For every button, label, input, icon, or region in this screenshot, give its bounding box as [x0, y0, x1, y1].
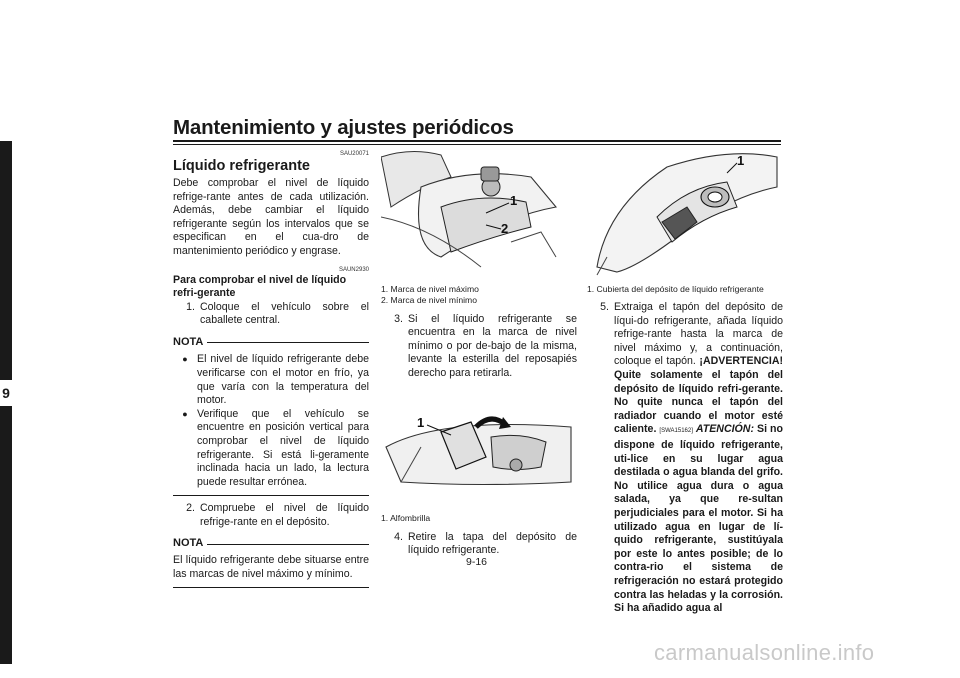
nota-heading [173, 537, 369, 551]
nota-rule [207, 544, 369, 545]
step-number: 5. [600, 301, 609, 314]
step-text: Compruebe el nivel de líquido refrige-rante en el depósito. [200, 502, 369, 528]
step-text [614, 301, 783, 616]
step-text: Retire la tapa del depósito de líquido refrigerante. [408, 530, 577, 557]
figure-caption: 1. Marca de nivel máximo [381, 283, 479, 294]
nota-end-rule [173, 495, 369, 496]
step-text: Coloque el vehículo sobre el caballete central. [200, 300, 369, 327]
list-item [173, 353, 369, 407]
figure-caption: 2. Marca de nivel mínimo [381, 295, 477, 306]
nota-label: NOTA [173, 335, 204, 348]
bullet-icon: ● [182, 408, 188, 419]
step-1 [173, 301, 369, 328]
step-2 [173, 502, 369, 529]
warning-text: Si no dispone de líquido refrigerante, uti-lice en su lugar agua destilada o agua blanda del grifo. No utilice agua dura o agua salada, ya que re-sultan perjudiciales para el motor. Si ha utilizado agua en lugar de lí-quido refrigerante, sustitúyala por este lo antes posible; de lo contra-rio el sistema de refrigeración no estará protegido contra las heladas y la corrosión. Si ha añadido agua al [614, 423, 783, 615]
step-3 [381, 313, 577, 381]
page-header-title: Mantenimiento y ajustes periódicos [173, 116, 514, 139]
header-rule [173, 140, 781, 142]
column-right [587, 150, 783, 616]
nota-bullet-list [173, 353, 369, 489]
nota-end-rule [173, 587, 369, 588]
list-item-text: Verifique que el vehículo se encuentre en posición vertical para comprobar el nivel de líquido refrigerante. Si está li-geramente inclinada hacia un lado, la lectura puede resultar errónea. [197, 407, 369, 488]
column-middle [381, 150, 577, 558]
figure-reservoir-cover [587, 147, 783, 277]
figure-coolant-level-marks [381, 147, 577, 277]
reference-code: SAUN2930 [338, 266, 369, 273]
section-title: Líquido refrigerante [173, 158, 310, 174]
list-item [173, 408, 369, 490]
page-number: 9-16 [466, 556, 488, 568]
figure-caption: 1. Alfombrilla [381, 513, 431, 524]
step-number: 2. [186, 502, 195, 515]
step-number: 3. [394, 312, 403, 325]
nota-rule [207, 342, 369, 343]
figure-callout: 1 [510, 193, 518, 208]
step-number: 4. [394, 530, 403, 543]
warning-text: ¡ADVERTENCIA! Quite solamente el tapón del depósito de líquido refri-gerante. No quite nunca el tapón del radiador cuando el motor esté caliente. [614, 355, 783, 436]
figure-callout: 2 [501, 221, 509, 236]
step-5 [587, 301, 783, 616]
figure-callout: 1 [737, 153, 745, 168]
nota-heading [173, 336, 369, 350]
watermark: carmanualsonline.info [654, 640, 875, 665]
reference-code: SAU20071 [339, 151, 369, 157]
step-text: Si el líquido refrigerante se encuentra en la marca de nivel mínimo o por de-bajo de la misma, levante la esterilla del reposapiés derecho para retirarla. [408, 312, 577, 379]
step-text-body: Extraiga el tapón del depósito de líqui-do refrigerante, añada líquido refrige-rante hasta la marca de nivel máximo y, a continuación, coloque el tapón. [614, 301, 783, 368]
warning-code: [SWA15162] [659, 428, 693, 435]
step-4 [381, 531, 577, 558]
nota-text: El líquido refrigerante debe situarse entre las marcas de nivel máximo y mínimo. [173, 554, 369, 580]
figure-floor-mat [381, 387, 577, 507]
step-number: 1. [186, 300, 195, 313]
header-rule-thin [173, 144, 781, 145]
subsection-title: Para comprobar el nivel de líquido refri-gerante [173, 273, 347, 300]
warning-attention-label: ATENCIÓN: [695, 423, 754, 436]
bullet-icon: ● [182, 354, 188, 365]
chapter-tab-number: 9 [0, 380, 12, 406]
list-item-text: El nivel de líquido refrigerante debe verificarse con el motor en frío, ya que varía con la temperatura del motor. [197, 353, 369, 407]
column-left [173, 150, 369, 594]
nota-label: NOTA [173, 537, 204, 550]
figure-caption: 1. Cubierta del depósito de líquido refrigerante [587, 283, 764, 294]
section-intro: Debe comprobar el nivel de líquido refrige-rante antes de cada utilización. Además, debe cambiar el líquido refrigerante según los intervalos que se especifican en el cua-dro de mantenimiento periódico y engrase. [173, 177, 369, 257]
figure-callout: 1 [417, 414, 425, 430]
